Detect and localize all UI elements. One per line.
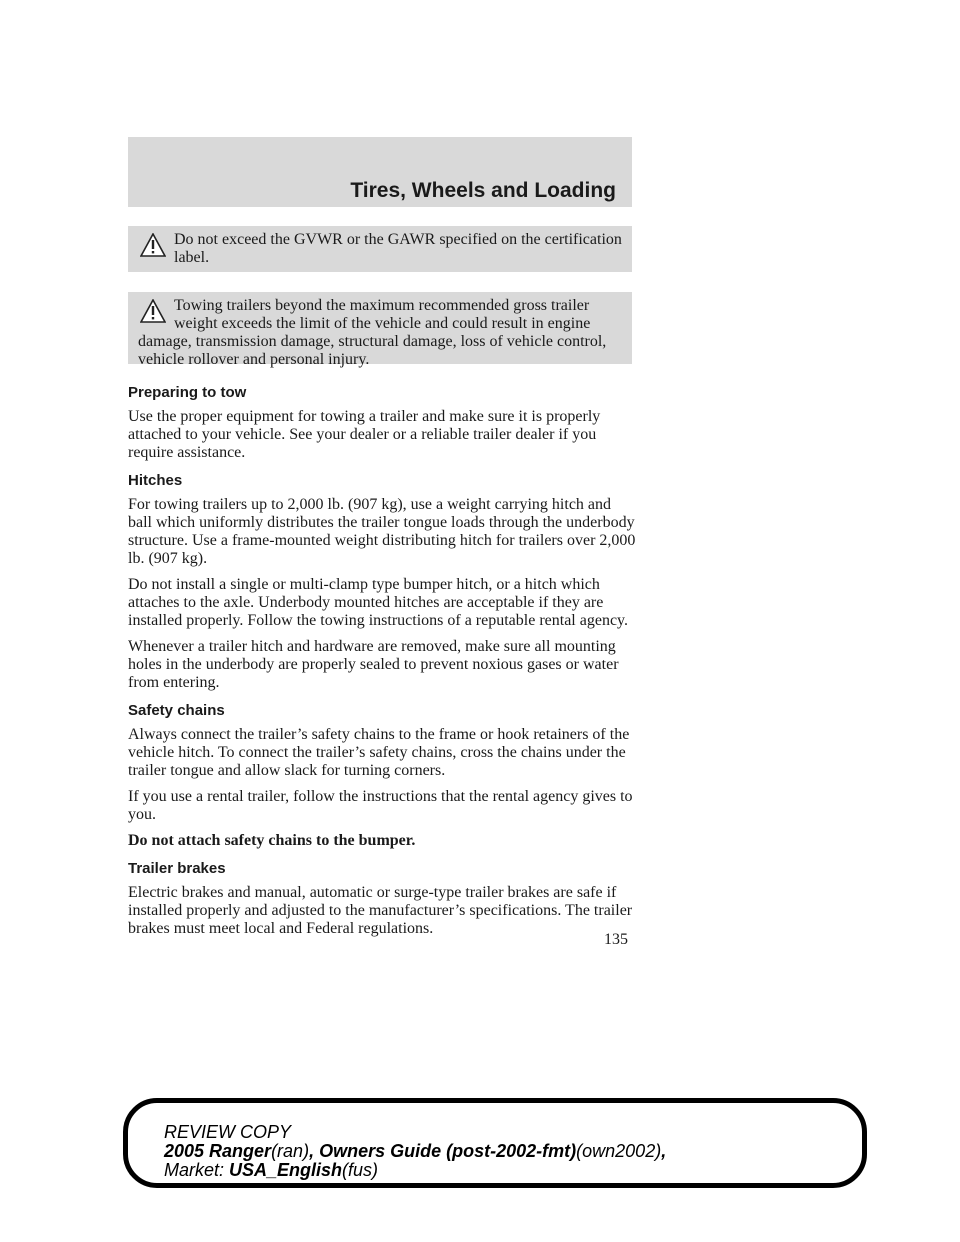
paragraph: If you use a rental trailer, follow the instructions that the rental agency gives to you. <box>128 788 633 823</box>
paragraph: For towing trailers up to 2,000 lb. (907 kg), use a weight carrying hitch and ball which uniformly distributes the trailer tongue loads through the underbody structure. Use a frame-mounted weight distributing hitch for trailers over 2,000 lb. (907 kg). <box>128 496 636 567</box>
paragraph: Always connect the trailer’s safety chains to the frame or hook retainers of the vehicle hitch. To connect the trailer’s safety chains, cross the chains under the trailer tongue and allow slack for turning corners. <box>128 726 630 779</box>
warning-triangle-icon <box>140 299 166 323</box>
paragraph-bold-warning: Do not attach safety chains to the bumper. <box>128 832 416 849</box>
warning-box-towing <box>128 292 632 368</box>
section-header-band <box>128 137 632 207</box>
review-footer-text <box>164 1123 666 1180</box>
warning-triangle-icon <box>140 233 166 257</box>
paragraph: Do not install a single or multi-clamp type bumper hitch, or a hitch which attaches to the axle. Underbody mounted hitches are acceptable if they are installed properly. Follow the towing instructions of a reputable rental agency. <box>128 576 629 629</box>
footer-market-line: Market: USA_English(fus) <box>164 1160 379 1180</box>
section-title: Tires, Wheels and Loading <box>350 179 616 202</box>
paragraph: Electric brakes and manual, automatic or surge-type trailer brakes are safe if installed properly and adjusted to the manufacturer’s specifications. The trailer brakes must meet local and Federal regulations. <box>128 884 633 937</box>
warning-box-gvwr <box>128 226 632 272</box>
footer-review-copy: REVIEW COPY <box>164 1122 292 1142</box>
paragraph: Whenever a trailer hitch and hardware are removed, make sure all mounting holes in the underbody are properly sealed to prevent noxious gases or water from entering. <box>128 638 619 691</box>
footer-model-line: 2005 Ranger(ran), Owners Guide (post-2002-fmt)(own2002), <box>164 1141 667 1161</box>
warning-text: Do not exceed the GVWR or the GAWR specified on the certification label. <box>174 231 622 266</box>
heading-trailer-brakes: Trailer brakes <box>128 860 226 877</box>
warning-text: Towing trailers beyond the maximum recommended gross trailer weight exceeds the limit of the vehicle and could result in engine damage, transmission damage, structural damage, loss of vehicle control, vehicle rollover and personal injury. <box>138 297 607 368</box>
heading-preparing-to-tow: Preparing to tow <box>128 384 247 401</box>
page-number: 135 <box>604 931 628 948</box>
heading-safety-chains: Safety chains <box>128 702 225 719</box>
heading-hitches: Hitches <box>128 472 183 489</box>
paragraph: Use the proper equipment for towing a trailer and make sure it is properly attached to your vehicle. See your dealer or a reliable trailer dealer if you require assistance. <box>128 408 601 461</box>
main-content <box>128 384 638 946</box>
